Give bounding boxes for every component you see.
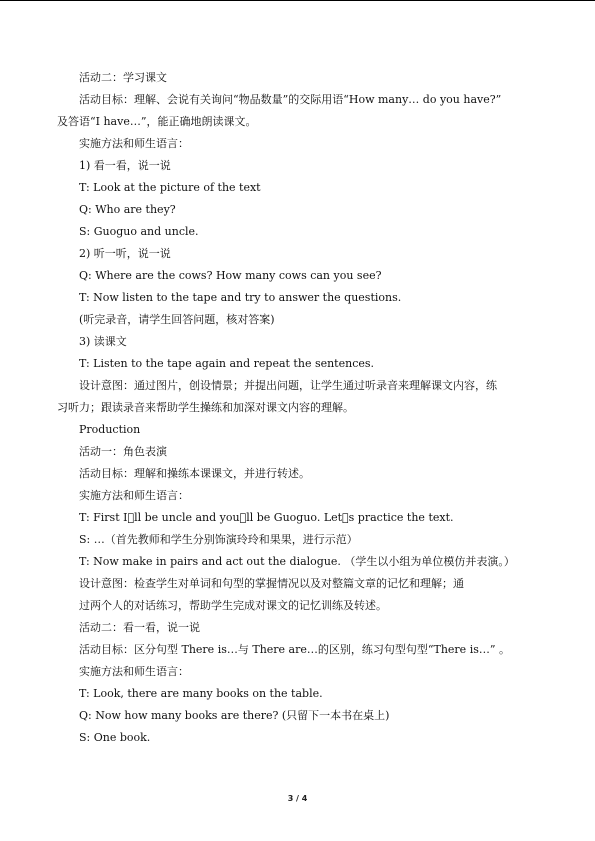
dialogue-line: Q: Where are the cows? How many cows can you see? [79, 269, 382, 282]
heading-activity-1: 活动一：角色表演 [79, 445, 167, 458]
activity-goal-continuation: 及答语“I have…”，能正确地朗读课文。 [57, 115, 257, 128]
activity-goal-line: 活动目标：理解、会说有关询问“物品数量”的交际用语“How many… do you have?” [79, 93, 502, 106]
heading-activity-2b: 活动二：看一看，说一说 [79, 621, 200, 634]
step-3-label: 3) 读课文 [79, 335, 127, 348]
dialogue-line: T: Listen to the tape again and repeat the sentences. [79, 357, 375, 370]
activity-goal-line: 活动目标：理解和操练本课课文，并进行转述。 [79, 467, 310, 480]
dialogue-line: T: Look, there are many books on the table. [79, 687, 323, 700]
page-content [57, 67, 539, 749]
activity-goal-line: 活动目标：区分句型 There is…与 There are…的区别，练习句型句型“There is…” 。 [79, 643, 510, 656]
dialogue-line: T: Now make in pairs and act out the dialogue. （学生以小组为单位模仿并表演。） [79, 555, 515, 568]
dialogue-line: T: Look at the picture of the text [79, 181, 261, 194]
method-label: 实施方法和师生语言： [79, 137, 189, 150]
heading-activity-2: 活动二：学习课文 [79, 71, 167, 84]
method-label: 实施方法和师生语言： [79, 665, 189, 678]
dialogue-line: Q: Now how many books are there? (只留下一本书在桌上) [79, 709, 390, 722]
design-intent-continuation: 过两个人的对话练习，帮助学生完成对课文的记忆训练及转述。 [79, 599, 387, 612]
step-1-label: 1) 看一看，说一说 [79, 159, 171, 172]
dialogue-line: S: Guoguo and uncle. [79, 225, 199, 238]
dialogue-line: T: Now listen to the tape and try to answer the questions. [79, 291, 402, 304]
dialogue-line: T: First I ll be uncle and you ll be Guoguo. Let s practice the text. [79, 511, 454, 524]
step-2-label: 2) 听一听，说一说 [79, 247, 171, 260]
dialogue-line: S: One book. [79, 731, 151, 744]
top-border-line [0, 0, 595, 1]
section-heading-production: Production [79, 423, 141, 436]
dialogue-line: Q: Who are they? [79, 203, 176, 216]
note-line: (听完录音，请学生回答问题，核对答案) [79, 313, 275, 326]
design-intent-line: 设计意图：检查学生对单词和句型的掌握情况以及对整篇文章的记忆和理解；通 [79, 577, 464, 590]
design-intent-line: 设计意图：通过图片，创设情景；并提出问题，让学生通过听录音来理解课文内容，练 [79, 379, 497, 392]
method-label: 实施方法和师生语言： [79, 489, 189, 502]
page-number: 3 / 4 [287, 794, 308, 803]
design-intent-continuation: 习听力；跟读录音来帮助学生操练和加深对课文内容的理解。 [57, 401, 354, 414]
dialogue-line: S: …（首先教师和学生分别饰演玲玲和果果，进行示范） [79, 533, 358, 546]
